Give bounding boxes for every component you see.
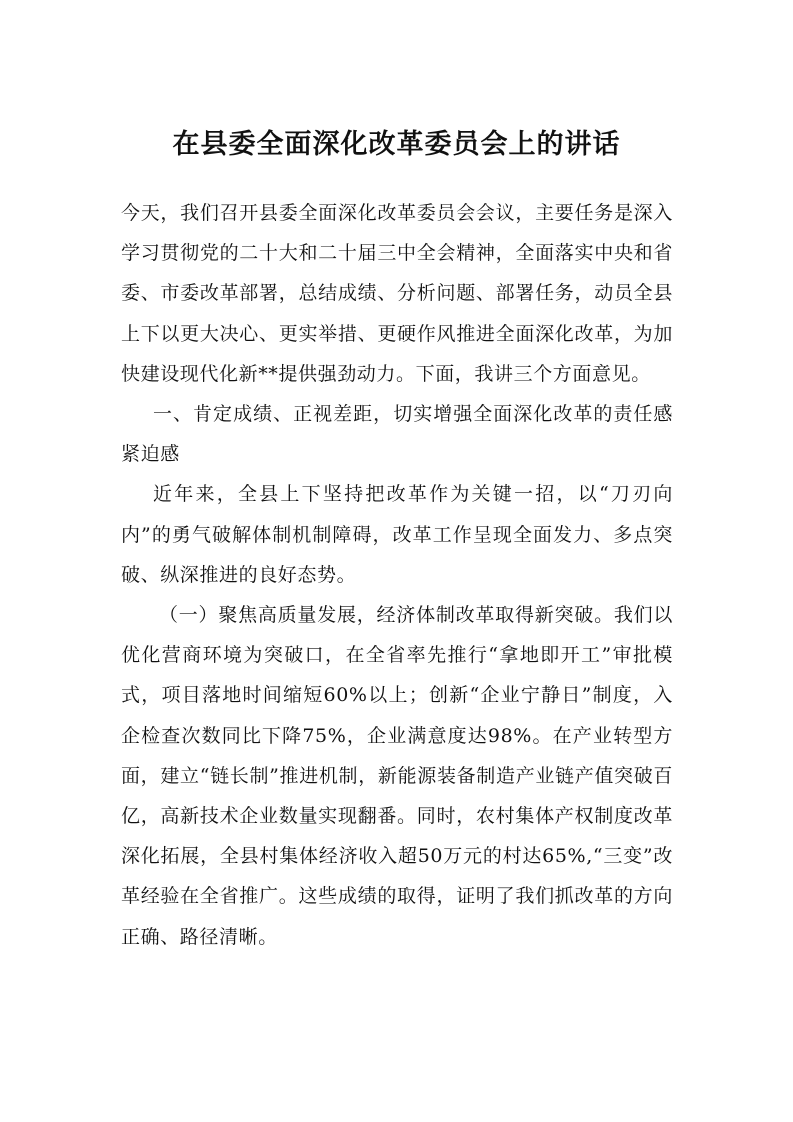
- paragraph-overview: 近年来，全县上下坚持把改革作为关键一招，以“刀刃向内”的勇气破解体制机制障碍，改革工作呈现全面发力、多点突破、纵深推进的良好态势。: [121, 483, 673, 586]
- document-body: [121, 193, 673, 957]
- paragraph-subsection-1: （一）聚焦高质量发展，经济体制改革取得新突破。我们以优化营商环境为突破口，在全省率先推行“拿地即开工”审批模式，项目落地时间缩短60%以上；创新“企业宁静日”制度，入企检查次数同比下降75%，企业满意度达98%。在产业转型方面，建立“链长制”推进机制，新能源装备制造产业链产值突破百亿，高新技术企业数量实现翻番。同时，农村集体产权制度改革深化拓展，全县村集体经济收入超50万元的村达65%,“三变”改革经验在全省推广。这些成绩的取得，证明了我们抓改革的方向正确、路径清晰。: [121, 604, 673, 948]
- paragraph-intro: 今天，我们召开县委全面深化改革委员会会议，主要任务是深入学习贯彻党的二十大和二十届三中全会精神，全面落实中央和省委、市委改革部署，总结成绩、分析问题、部署任务，动员全县上下以更大决心、更实举措、更硬作风推进全面深化改革，为加快建设现代化新**提供强劲动力。下面，我讲三个方面意见。: [121, 202, 673, 385]
- section-heading-1: 一、肯定成绩、正视差距，切实增强全面深化改革的责任感紧迫感: [121, 403, 673, 466]
- document-title: 在县委全面深化改革委员会上的讲话: [172, 129, 621, 160]
